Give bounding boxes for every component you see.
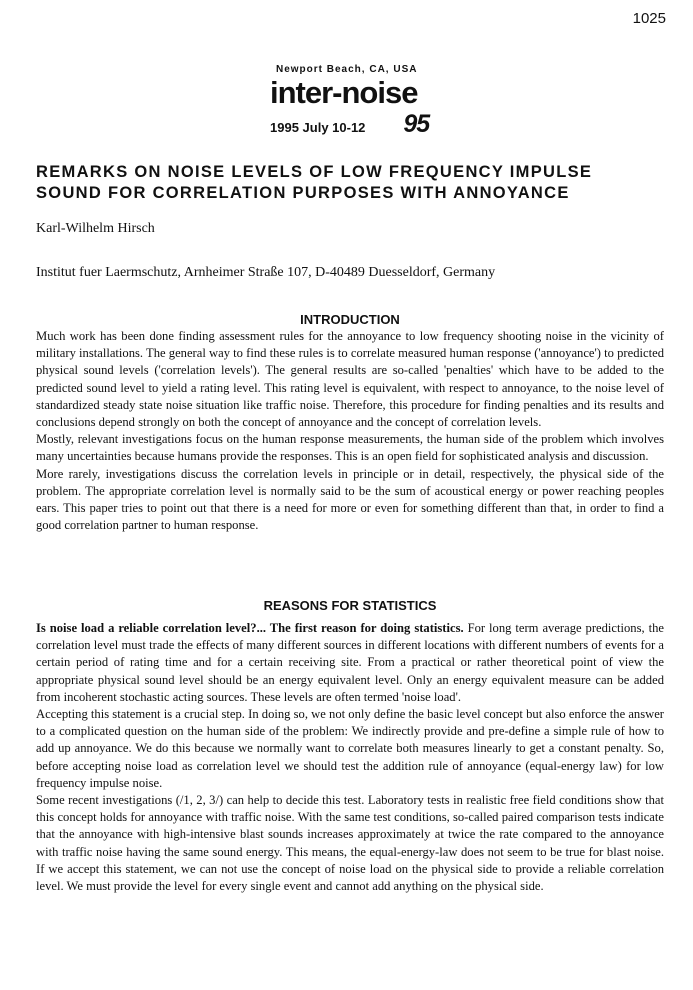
introduction-body xyxy=(36,328,664,534)
reasons-heading: REASONS FOR STATISTICS xyxy=(263,598,437,613)
reasons-paragraph-1-rest: For long term average predictions, the correlation level must trade the effects of many different sources in different locations with different numbers of events for a certain period of rating time and for a certain receiving site. From a practical or rather theoretical point of view the appropriate physical sound level should be an energy equivalent level. Only an energy equivalent measure can be added from incoherent stochastic acting sources. These levels are often termed 'noise load'. xyxy=(36,621,664,704)
introduction-paragraph-3: More rarely, investigations discuss the correlation levels in principle or in detail, respectively, the physical side of the problem. The appropriate correlation level is normally said to be the sum of acoustical energy or power reaching peoples ears. This paper tries to point out that there is a need for more or even for something different than that, in order to find a good correlation partner to human response. xyxy=(36,466,664,533)
page-number: 1025 xyxy=(632,10,666,27)
conference-dates-row xyxy=(266,110,446,139)
conference-dates: 1995 July 10-12 xyxy=(270,120,366,135)
author-name: Karl-Wilhelm Hirsch xyxy=(36,221,155,236)
paper-title-line-2: SOUND FOR CORRELATION PURPOSES WITH ANNOYANCE xyxy=(36,184,570,202)
conference-logo xyxy=(266,64,446,139)
paper-title-line-1: REMARKS ON NOISE LEVELS OF LOW FREQUENCY IMPULSE xyxy=(36,163,593,181)
introduction-heading: INTRODUCTION xyxy=(300,312,400,327)
reasons-paragraph-3: Some recent investigations (/1, 2, 3/) can help to decide this test. Laboratory tests in realistic free field conditions show that this concept holds for annoyance with traffic noise. With the same test conditions, so-called paired comparison tests indicate that the annoyance with high-intensive blast sounds increases approximately at twice the rate compared to the annoyance with traffic noise having the same sound energy. This means, the equal-energy-law does not seem to be true for blast noise. If we accept this statement, we can not use the concept of noise load on the physical side to provide a reliable correlation level. We must provide the level for every single event and cannot add anything on the physical side. xyxy=(36,793,664,894)
author-affiliation: Institut fuer Laermschutz, Arnheimer Straße 107, D-40489 Duesseldorf, Germany xyxy=(36,265,496,280)
conference-year: 95 xyxy=(403,110,430,138)
conference-name: inter-noise xyxy=(270,75,418,110)
reasons-lead-sentence: Is noise load a reliable correlation level?... The first reason for doing statistics. xyxy=(36,621,464,635)
reasons-paragraph-1 xyxy=(36,620,664,706)
reasons-paragraph-2: Accepting this statement is a crucial step. In doing so, we not only define the basic level concept but also enforce the answer to a complicated question on the human side of the problem: We indirectly provide and pre-define a simple rule of how to add up annoyance. We do this because we normally want to correlate both measures linearly to get a constant penalty. So, before accepting noise load as correlation level we should test the addition rule of annoyance (equal-energy law) for low frequency impulse noise. xyxy=(36,707,664,790)
introduction-paragraph-1: Much work has been done finding assessment rules for the annoyance to low frequency shooting noise in the vicinity of military installations. The general way to find these rules is to correlate measured human response ('annoyance') to predicted physical sound levels ('correlation levels'). The general results are so-called 'penalties' which have to be added to the predicted sound level to yield a rating level. This rating level is equivalent, with respect to annoyance, to the noise level of standardized steady state noise situation like traffic noise. Therefore, this procedure for finding penalties and its results and conclusions depend strongly on both the concept of annoyance and the concept of correlation levels. xyxy=(36,329,664,430)
conference-location: Newport Beach, CA, USA xyxy=(276,64,418,75)
reasons-body xyxy=(36,620,664,895)
paper-title xyxy=(36,162,676,204)
introduction-paragraph-2: Mostly, relevant investigations focus on the human response measurements, the human side of the problem which involves many uncertainties because humans provide the responses. This is an open field for sophisticated analysis and discussion. xyxy=(36,432,664,464)
